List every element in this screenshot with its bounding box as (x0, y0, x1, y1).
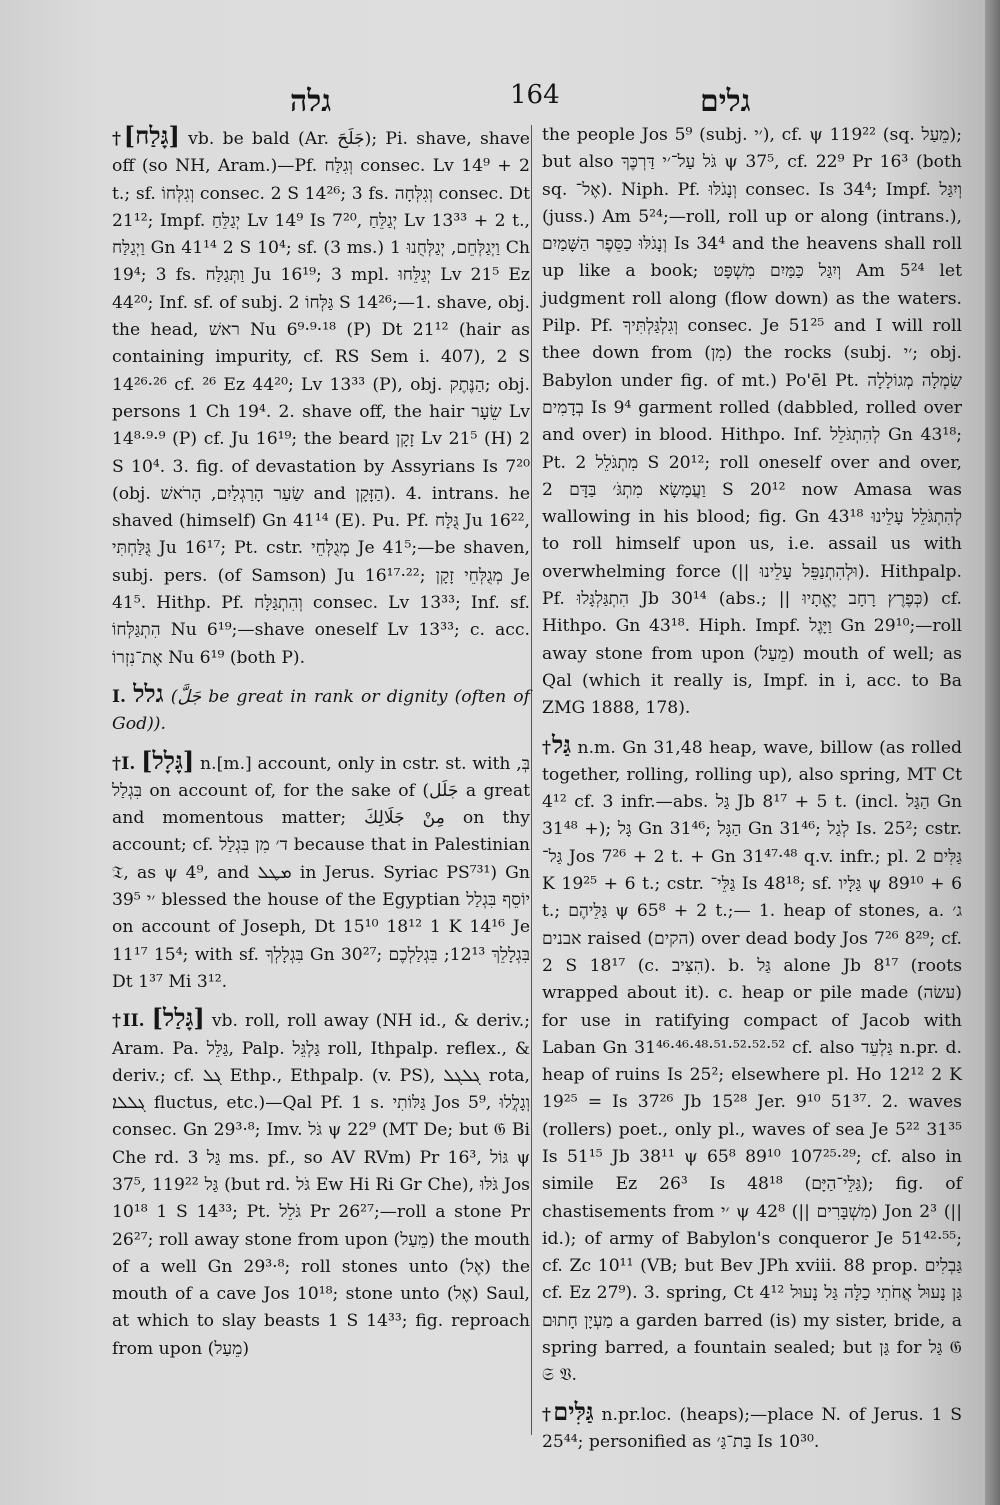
entry-body: the people Jos 5⁹ (subj. ׳י), cf. ψ 119²² (sq. מֵעַל); but also גֹּל עַל־׳י דַּרְכֶּךָ ψ 37⁵, cf. 22⁹ Pr 16³ (both sq. אֶל־). Niph. Pf. וְנָגֹלּוּ consec. Is 34⁴; Impf. וְיִגַּל (juss.) Am 5²⁴;—roll, roll up or along (intrans.), וְנָגֹלּוּ כַסֵּפֶר הַשָּׁמַיִם Is 34⁴ and the heavens shall roll up like a book; וְיִגַּל כַּמַּיִם מִשְׁפָּט Am 5²⁴ let judgment roll along (flow down) as the waters. Pilp. Pf. וְגִלְגַּלְתִּיךָ consec. Je 51²⁵ and I will roll thee down from (מִן) the rocks (subj. ׳י; obj. Babylon under fig. of mt.) Po'ēl Pt. שִׂמְלָה מְגוֹלָלָה בְדָמִים Is 9⁴ garment rolled (dabbled, rolled over and over) in blood. Hithpo. Inf. לְהִתְגֹּלֵל Gn 43¹⁸; Pt. מִתְגֹּלֵל 2 S 20¹²; roll oneself over and over, וַעֲמָשָׂא מִתְגֹּ׳ בַּדָּם 2 S 20¹² now Amasa was wallowing in his blood; fig. Gn 43¹⁸ לְהִתְגֹּלֵל עָלֵינוּ to roll himself upon us, i.e. assail us with overwhelming force (|| וּלְהִתְנַפֵּל עָלֵינוּ). Hithpalp. Pf. הִתְגַּלְגָּלוּ Jb 30¹⁴ (abs.; || כְּפֶרֶץ רָחָב יֶאֱתָיוּ) cf. Hithpo. Gn 43¹⁸. Hiph. Impf. וַיָּגֶל Gn 29¹⁰;—roll away stone from upon (מֵעַל) mouth of well; as Qal (which it really is, Impf. in i, acc. to Ba ZMG 1888, 178). (542, 125, 963, 719)
entry-marker: † (542, 1404, 554, 1425)
entry-gallim (542, 1398, 962, 1457)
left-column (112, 122, 530, 1371)
entry-galah (112, 122, 530, 672)
entry-galal-verb (112, 1004, 530, 1363)
entry-marker: †I. (112, 753, 136, 774)
entry-headword: גַּלִּים (553, 1396, 594, 1426)
right-column (542, 122, 962, 1464)
running-head-left: גלה (290, 84, 332, 119)
entry-marker: I. (112, 686, 127, 707)
entry-galal-verb-continued (542, 122, 962, 723)
page-number: 164 (510, 80, 560, 110)
column-divider (531, 125, 532, 1435)
entry-marker: †II. (112, 1011, 145, 1032)
entry-headword: [גָּלַל] (151, 1003, 205, 1033)
entry-headword: [גָּלָל] (141, 745, 195, 775)
entry-galal-noun (112, 747, 530, 997)
entry-marker: † (542, 737, 552, 758)
entry-body: n.[m.] account, only in cstr. st. with בְּ, בִּגְלַל on account of, for the sake of (جَلَل a great and momentous matter; مِنْ جَلَالِكَ on thy account; cf. ד׳ מִן בִּגְלַל because that in Palestinian 𝔗, as ψ 4⁹, and ܡܛܠ in Jerus. Syriac PS⁷³¹) Gn 39⁵ ׳י blessed the house of the Egyptian יוֹסֵף בִּגְלַל on account of Joseph, Dt 15¹⁰ 18¹² 1 K 14¹⁶ Je 11¹⁷ 15⁴; with sf. בִּגְלָלְךָ Gn 30²⁷; בִּגְלָלֵךְ 12¹³; בִּגְלַלְכֶם Dt 1³⁷ Mi 3¹². (112, 753, 531, 992)
entry-gal (542, 731, 962, 1390)
entry-body: n.pr.loc. (heaps);—place N. of Jerus. 1 S 25⁴⁴; personified as בַּת־גַּ׳ Is 10³⁰. (542, 1404, 962, 1452)
entry-body: n.m. Gn 31,48 heap, wave, billow (as rolled together, rolling, rolling up), also spring, MT Ct 4¹² cf. 3 infr.—abs. גַּל Jb 8¹⁷ + 5 t. (incl. הַגַּל Gn 31⁴⁸ +); גָּל Gn 31⁴⁶; הַגָּל Gn 31⁴⁶; לְגַל Is. 25²; cstr. גַּל־ Jos 7²⁶ + 2 t. + Gn 31⁴⁷·⁴⁸ q.v. infr.; pl. גַּלִּים 2 K 19²⁵ + 6 t.; cstr. גַּלֵּי־ Is 48¹⁸; sf. גַּלָּיו ψ 89¹⁰ + 6 t.; גַּלֵּיהֶם ψ 65⁸ + 2 t.;— 1. heap of stones, a. ג׳ אבנים raised (הקים) over dead body Jos 7²⁶ 8²⁹; cf. 2 S 18¹⁷ (c. הִצִּיב). b. גַּל alone Jb 8¹⁷ (roots wrapped about it). c. heap or pile made (עשׂה) for use in ratifying compact of Jacob with Laban Gn 31⁴⁶·⁴⁶·⁴⁸·⁵¹·⁵²·⁵²·⁵² cf. also גַּלְעֵד n.pr. d. heap of ruins Is 25²; elsewhere pl. Ho 12¹² 2 K 19²⁵ = Is 37²⁶ Jb 15²⁸ Jer. 9¹⁰ 51³⁷. 2. waves (rollers) poet., only pl., waves of sea Je 5²² 31³⁵ Is 51¹⁵ Jb 38¹¹ ψ 65⁸ 89¹⁰ 107²⁵·²⁹; cf. also in simile Ez 26³ Is 48¹⁸ (גַּלֵּי־הַיָּם); fig. of chastisements from ׳י ψ 42⁸ (|| מִשְׁבָּרִים) Jon 2³ (|| id.); of army of Babylon's conqueror Je 51⁴²·⁵⁵; cf. Zc 10¹¹ (VB; but Bev JPh xviii. 88 prop. גַּבְלִים cf. Ez 27⁹). 3. spring, Ct 4¹² גַּן נָעוּל אֲחֹתִי כַלָּה גַּל נָעוּל מַעְיָן חָתוּם a garden barred (is) my sister, bride, a spring barred, a fountain sealed; but גַּן for גַּל 𝔊 𝔖 𝔙. (542, 737, 963, 1386)
entry-body: vb. roll, roll away (NH id., & deriv.; Aram. Pa. גַּלֵּל, Palp. גַּלְגֵּל roll, Ithpalp. reflex., & deriv.; cf. ܓܠ Ethp., Ethpalp. (v. PS), ܓܠܓܠ rota, ܓܠܠܐ fluctus, etc.)—Qal Pf. 1 s. גַּלּוֹתִי Jos 5⁹, וְגָלֲלוּ consec. Gn 29³·⁸; Imv. גֹּל ψ 22⁹ (MT De; but 𝔊 Bi Che rd. גַּל 3 ms. pf., so AV RVm) Pr 16³, גּוֹל ψ 37⁵, גַּל 119²² (but rd. גֹּל Ew Hi Ri Gr Che), גֹּלּוּ Jos 10¹⁸ 1 S 14³³; Pt. גֹּלֵל Pr 26²⁷;—roll a stone Pr 26²⁷; roll away stone from upon (מֵעַל) the mouth of a well Gn 29³·⁸; roll stones unto (אֶל) the mouth of a cave Jos 10¹⁸; stone unto (אֶל) Saul, at which to slay beasts 1 S 14³³; fig. reproach from upon (מֵעַל) (112, 1011, 530, 1359)
entry-headword: גַּל (551, 729, 572, 759)
entry-gll-root (112, 680, 530, 739)
page-edge (985, 0, 1000, 1505)
entry-marker: † (112, 129, 124, 149)
entry-body: (جَلَّ be great in rank or dignity (often of God)). (112, 686, 531, 735)
entry-body: vb. be bald (Ar. جَلَحَ); Pi. shave, shave off (so NH, Aram.)—Pf. וְגִלַּח consec. Lv 14⁹ + 2 t.; sf. וְגִלְּחוֹ consec. 2 S 14²⁶; 3 fs. וְגִלְּחָה consec. Dt 21¹²; Impf. יְגַלֵּחַ Lv 14⁹ Is 7²⁰, יְגַלֵּחַ Lv 13³³ + 2 t., וַיְגַלַּח Gn 41¹⁴ 2 S 10⁴; sf. (3 ms.) וַיְגַלְּחֵם, יְגַלְּחֻנוּ 1 Ch 19⁴; 3 fs. וַתְּגַלַּח Ju 16¹⁹; 3 mpl. יְגַלֵּחוּ Lv 21⁵ Ez 44²⁰; Inf. sf. of subj. גַּלְּחוֹ 2 S 14²⁶;—1. shave, obj. the head, ראשׁ Nu 6⁹·⁹·¹⁸ (P) Dt 21¹² (hair as containing impurity, cf. RS Sem i. 407), 2 S 14²⁶·²⁶ cf. ²⁶ Ez 44²⁰; Lv 13³³ (P), obj. הַנֶּתֶק; obj. persons 1 Ch 19⁴. 2. shave off, the hair שֵׂעָר Lv 14⁸·⁹·⁹ (P) cf. Ju 16¹⁹; the beard זָקָן Lv 21⁵ (H) 2 S 10⁴. 3. fig. of devastation by Assyrians Is 7²⁰ (obj. שַׂעַר הָרַגְלַיִם, הָרֹאשׁ and הַזָּקָן). 4. intrans. he shaved (himself) Gn 41¹⁴ (E). Pu. Pf. גֻּלָּח Ju 16²², גֻּלַּחְתִּי Ju 16¹⁷; Pt. cstr. מְגֻלְּחֵי Je 41⁵;—be shaven, subj. pers. (of Samson) Ju 16¹⁷·²²; מְגֻלְּחֵי זָקָן Je 41⁵. Hithp. Pf. וְהִתְגַּלָּח consec. Lv 13³³; Inf. sf. הִתְגַּלְּחוֹ Nu 6¹⁹;—shave oneself Lv 13³³; c. acc. אֶת־נִזְרוֹ Nu 6¹⁹ (both P). (112, 129, 531, 668)
running-head-right: גלים (700, 84, 751, 119)
page-header (110, 78, 940, 118)
entry-headword: [גָּלַח] (123, 121, 180, 150)
entry-headword: גלל (133, 678, 164, 708)
